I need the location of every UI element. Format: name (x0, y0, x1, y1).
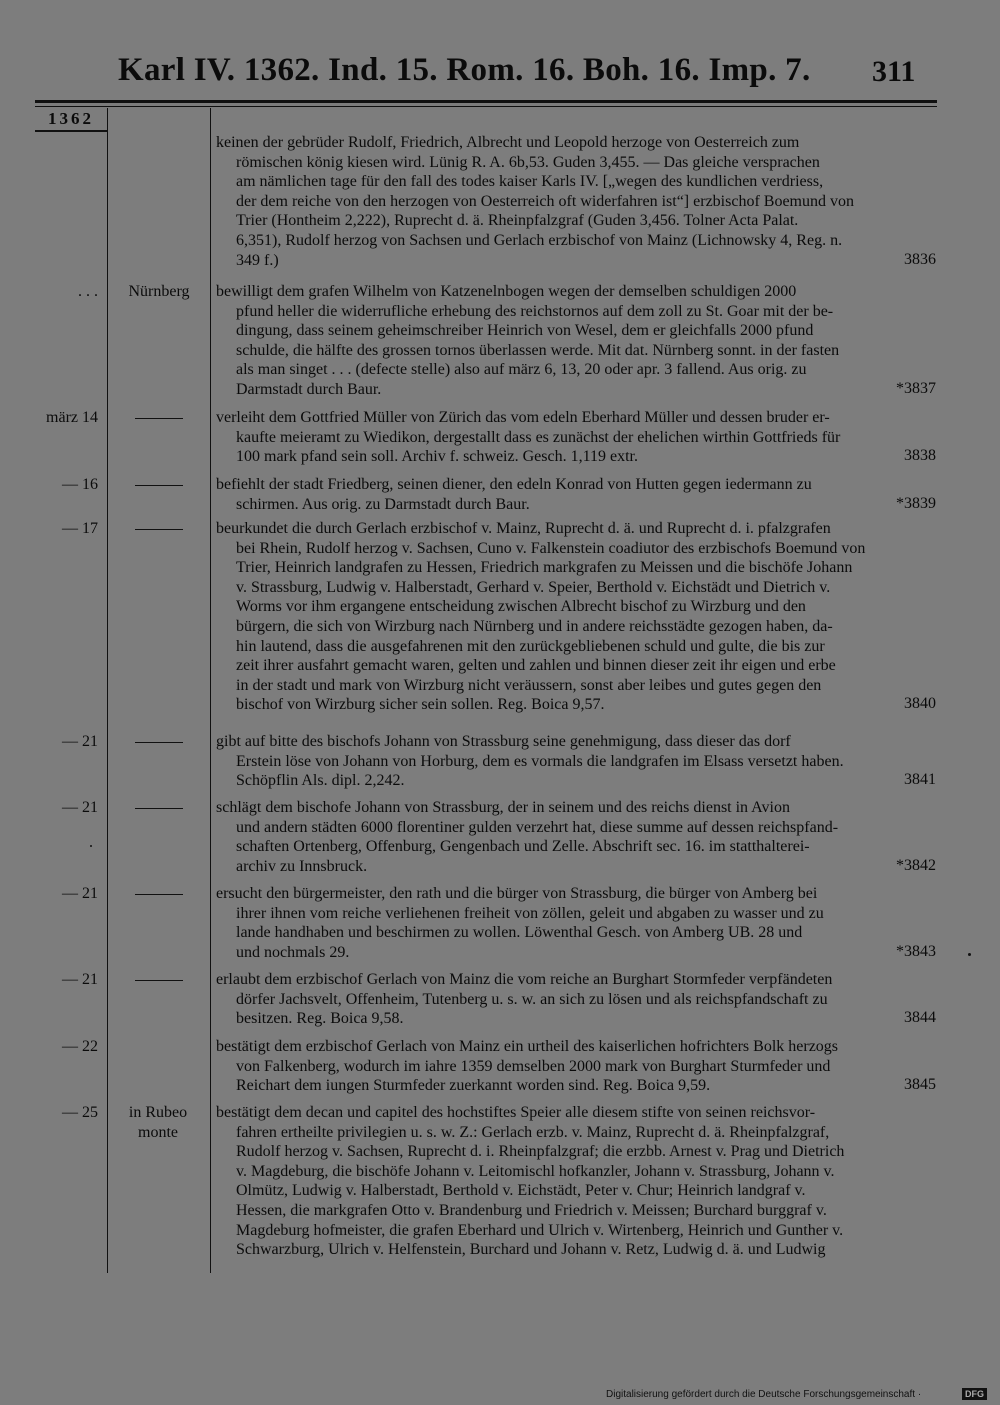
regest-number: 3841 (904, 771, 936, 789)
entry-place-ditto (108, 798, 210, 818)
text-line: pfund heller die widerrufliche erhebung des reichstornos auf dem zoll zu St. Goar mit der be- (236, 302, 834, 320)
regest-number: 3838 (904, 447, 936, 465)
entry-place: in Rubeo monte (128, 1104, 188, 1141)
entry-place-ditto (108, 732, 210, 752)
text-line: archiv zu Innsbruck. (236, 857, 368, 875)
ditto-dash (135, 529, 183, 530)
text-line: hin lautend, dass die ausgefahrenen mit den zurückgebliebenen schuld und gulte, die bis zur (236, 637, 825, 655)
entry-date: märz 14 (46, 409, 98, 426)
digitization-credit: Digitalisierung gefördert durch die Deutsche Forschungsgemeinschaft · (606, 1389, 922, 1400)
text-line: v. Strassburg, Ludwig v. Halberstadt, Gerhard v. Speier, Berthold v. Eichstädt und Dietrich v. (236, 578, 831, 596)
text-line: römischen könig kiesen wird. Lünig R. A. 6b,53. Guden 3,455. — Das gleiche versprachen (236, 153, 820, 171)
text-line: Darmstadt durch Baur. (236, 380, 382, 398)
text-line: dörfer Jachsvelt, Offenheim, Tutenberg u. s. w. an sich zu lösen und als reichspfandschaft zu (236, 990, 828, 1008)
entry-text (216, 1037, 938, 1096)
text-line: und nochmals 29. (236, 943, 350, 961)
text-line: gibt auf bitte des bischofs Johann von Strassburg seine genehmigung, dass dieser das dorf (216, 733, 791, 750)
regest-number: *3842 (896, 856, 936, 874)
entry-date: — 16 (62, 476, 98, 493)
text-line: Magdeburg hofmeister, die grafen Eberhard und Ulrich v. Wirtenberg, Heinrich und Gunther v. (236, 1221, 844, 1239)
text-line: Trier (Hontheim 2,222), Ruprecht d. ä. Rheinpfalzgraf (Guden 3,456. Tolner Acta Palat. (236, 212, 799, 230)
entry-text (216, 282, 938, 400)
text-line: bestätigt dem erzbischof Gerlach von Mainz ein urtheil des kaiserlichen hofrichters Bolk herzogs (216, 1038, 839, 1055)
ditto-dash (135, 485, 183, 486)
text-line: Trier, Heinrich landgrafen zu Hessen, Friedrich markgrafen zu Meissen und die bischöfe Johann (236, 559, 853, 577)
regest-number: *3837 (896, 380, 936, 397)
text-line: bewilligt dem grafen Wilhelm von Katzenelnbogen wegen der demselben schuldigen 2000 (216, 283, 797, 300)
text-line: lande handhaben und beschirmen zu wollen. Löwenthal Gesch. von Amberg UB. 28 und (236, 924, 803, 942)
entry-place-ditto (108, 408, 210, 428)
text-line: fahren ertheilte privilegien u. s. w. Z.: Gerlach erzb. v. Mainz, Ruprecht d. ä. Rheinpfalzgraf, (236, 1123, 830, 1141)
text-line: als man singet . . . (defecte stelle) also auf märz 6, 13, 20 oder apr. 3 fallend. Aus orig. zu (236, 361, 807, 379)
entry-text (216, 732, 938, 791)
text-line: von Falkenberg, wodurch im iahre 1359 demselben 2000 mark von Burghart Sturmfeder und (236, 1057, 831, 1075)
text-line: 6,351), Rudolf herzog von Sachsen und Gerlach erzbischof von Mainz (Lichnowsky 4, Reg. n. (236, 231, 843, 249)
page-header (0, 52, 1000, 98)
text-line: ihrer ihnen vom reiche verliehenen freiheit von zöllen, geleit und abgaben zu wasser und zu (236, 904, 824, 922)
entry-date: — 21 (62, 733, 98, 750)
entry-text (216, 798, 938, 876)
text-line: verleiht dem Gottfried Müller von Zürich das vom edeln Eberhard Müller und dessen bruder er- (216, 409, 830, 426)
entry-date: — 21 (62, 799, 98, 816)
running-title: Karl IV. 1362. Ind. 15. Rom. 16. Boh. 16. Imp. 7. (118, 52, 811, 88)
text-line: kaufte meieramt zu Wiedikon, dergestallt dass es zunächst der ehelichen wirthin Gottfrieds für (236, 428, 841, 446)
text-line: Schöpflin Als. dipl. 2,242. (236, 772, 405, 790)
entry-place-ditto (108, 884, 210, 904)
entry-text (216, 1103, 938, 1260)
text-line: zeit ihrer ausfahrt gemacht waren, gelten und zahlen und binnen dieser zeit ihr eigen und erbe (236, 657, 836, 675)
entry-text (216, 970, 938, 1029)
text-line: 100 mark pfand sein soll. Archiv f. schweiz. Gesch. 1,119 extr. (236, 448, 638, 466)
regest-number: 3844 (904, 1009, 936, 1027)
entry-date: — 22 (62, 1038, 98, 1055)
text-line: Schwarzburg, Ulrich v. Helfenstein, Burchard und Johann v. Retz, Ludwig d. ä. und Ludwig (236, 1241, 826, 1259)
text-line: in der stadt und mark von Wirzburg nicht veräussern, sonst aber leibes und gutes gegen den (236, 676, 822, 694)
text-line: besitzen. Reg. Boica 9,58. (236, 1010, 404, 1028)
margin-dot (968, 953, 971, 956)
text-line: Worms vor ihm ergangene entscheidung zwischen Albrecht bischof zu Wirzburg und den (236, 598, 806, 616)
text-line: 349 f.) (236, 251, 279, 269)
entry-date: — 21 (62, 971, 98, 988)
regest-number: 3840 (904, 695, 936, 713)
text-line: Erstein löse von Johann von Horburg, dem es vormals die landgrafen im Elsass versetzt haben. (236, 752, 844, 770)
header-rule-thick (35, 100, 937, 103)
ditto-dash (135, 980, 183, 981)
text-line: schulde, die hälfte des grossen tornos überlassen werde. Mit dat. Nürnberg sonnt. in der fasten (236, 341, 840, 359)
entry-text (216, 133, 938, 270)
text-line: bestätigt dem decan und capitel des hochstiftes Speier alle diesem stifte von seinen reichsvor- (216, 1104, 816, 1121)
regest-number: 3845 (904, 1076, 936, 1094)
entry-place-ditto (108, 475, 210, 495)
entry-date: — 25 (62, 1104, 98, 1121)
text-line: Olmütz, Ludwig v. Halberstadt, Berthold v. Eichstädt, Peter v. Chur; Heinrich landgraf v. (236, 1182, 806, 1200)
text-line: bischof von Wirzburg sicher sein sollen. Reg. Boica 9,57. (236, 696, 605, 714)
text-line: schlägt dem bischofe Johann von Strassburg, der in seinem und des reichs dienst in Avion (216, 799, 790, 816)
text-line: am nämlichen tage für den fall des todes kaiser Karls IV. [„wegen des kundlichen verdriess, (236, 173, 824, 191)
entry-text (216, 519, 938, 715)
entry-date: . . . (78, 283, 98, 300)
entry-text (216, 884, 938, 962)
text-line: befiehlt der stadt Friedberg, seinen diener, den edeln Konrad von Hutten gegen iedermann zu (216, 476, 812, 493)
text-line: dingung, dass seinem geheimschreiber Heinrich von Wesel, dem er gleichfalls 2000 pfund (236, 322, 814, 340)
entry-date: — 17 (62, 520, 98, 537)
text-line: erlaubt dem erzbischof Gerlach von Mainz die vom reiche an Burghart Stormfeder verpfändeten (216, 971, 833, 988)
text-line: der dem reiche von den herzogen von Oesterreich oft widerfahren ist“] erzbischof Boemund von (236, 192, 854, 210)
header-rule-thin (35, 106, 937, 107)
text-line: ersucht den bürgermeister, den rath und die bürger von Strassburg, die bürger von Amberg bei (216, 885, 818, 902)
ditto-dash (135, 808, 183, 809)
text-line: und andern städten 6000 florentiner gulden verzehrt hat, diese summe auf dessen reichspfand- (236, 818, 839, 836)
text-line: v. Magdeburg, die bischöfe Johann v. Leitomischl hofkanzler, Johann v. Strassburg, Johann v. (236, 1162, 835, 1180)
text-line: Reichart dem iungen Sturmfeder zuerkannt worden sind. Reg. Boica 9,59. (236, 1077, 711, 1095)
column-divider-place (210, 108, 211, 1273)
text-line: beurkundet die durch Gerlach erzbischof v. Mainz, Ruprecht d. ä. und Ruprecht d. i. pfalzgrafen (216, 520, 831, 537)
entry-place-ditto (108, 519, 210, 539)
year-label: 1362 (48, 109, 94, 128)
entry-place-ditto (108, 970, 210, 990)
entry-date: — 21 (62, 885, 98, 902)
text-line: bei Rhein, Rudolf herzog v. Sachsen, Cuno v. Falkenstein coadiutor des erzbischofs Boemund von (236, 539, 866, 557)
text-line: schirmen. Aus orig. zu Darmstadt durch Baur. (236, 495, 530, 513)
ditto-dash (135, 894, 183, 895)
entry-text (216, 475, 938, 514)
text-line: keinen der gebrüder Rudolf, Friedrich, Albrecht und Leopold herzoge von Oesterreich zum (216, 134, 800, 151)
text-line: Hessen, die markgrafen Otto v. Brandenburg und Friedrich v. Meissen; Burchard burggraf v. (236, 1201, 827, 1219)
year-underline (35, 130, 107, 132)
regest-number: *3839 (896, 494, 936, 512)
margin-dot (90, 845, 92, 847)
text-line: Rudolf herzog v. Sachsen, Ruprecht d. i. Rheinpfalzgraf; die erzbb. Arnest v. Prag und Dietrich (236, 1143, 845, 1161)
ditto-dash (135, 742, 183, 743)
dfg-logo: DFG (962, 1388, 987, 1400)
text-line: bürgern, die sich von Wirzburg nach Nürnberg und in andere reichsstädte gezogen haben, da- (236, 617, 833, 635)
entry-place: Nürnberg (128, 283, 190, 300)
ditto-dash (135, 418, 183, 419)
regest-number: 3836 (904, 250, 936, 268)
text-line: schaften Ortenberg, Offenburg, Gengenbach und Zelle. Abschrift sec. 16. im statthalterei- (236, 838, 810, 856)
regest-number: *3843 (896, 942, 936, 960)
page-number: 311 (872, 55, 916, 88)
entry-text (216, 408, 938, 467)
